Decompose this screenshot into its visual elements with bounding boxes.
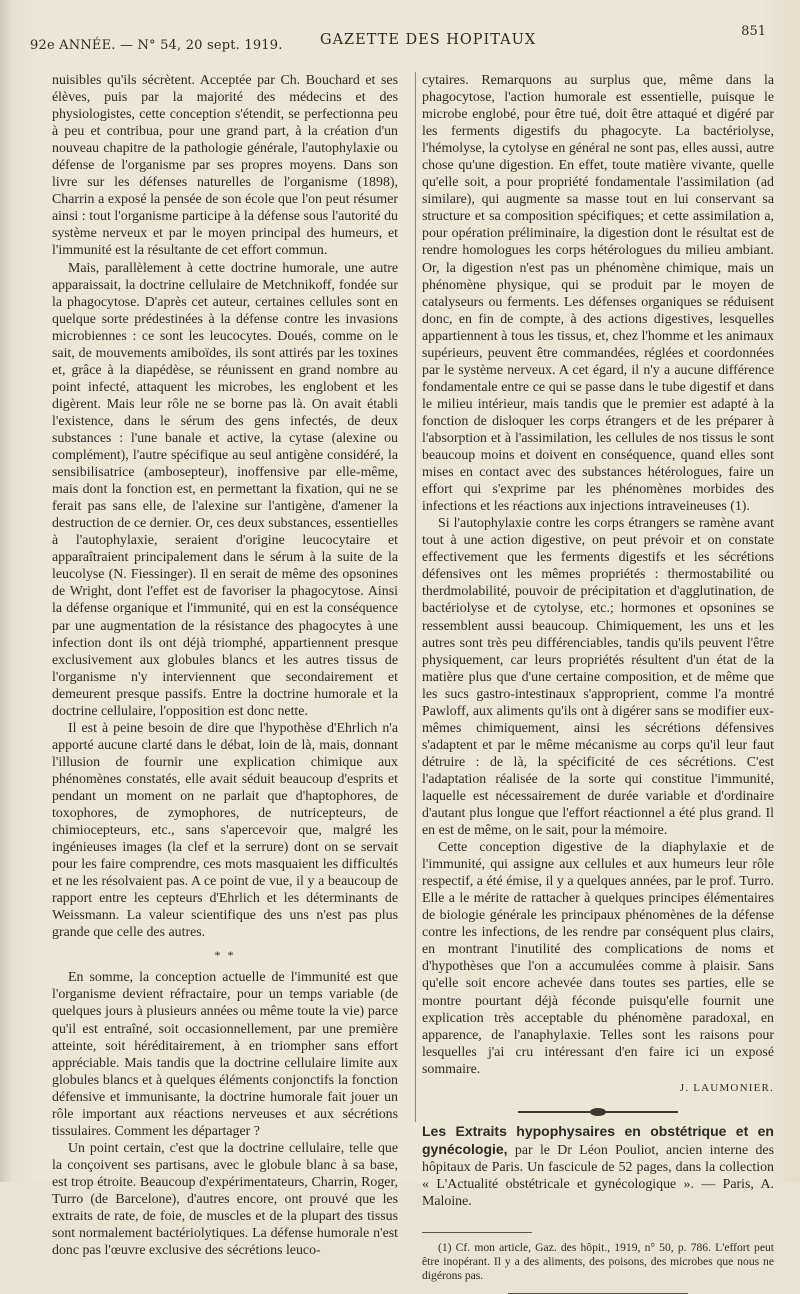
paragraph: cytaires. Remarquons au surplus que, même dans la phagocytose, l'action humorale est essentielle, puisque le microbe englobé, pour être tué, doit être attaqué et digéré par les ferments digestifs du phagocyte. La bactériolyse, l'hémolyse, la cytolyse en général ne sont pas, elles aussi, autre chose qu'une digestion. En effet, toute matière vivante, quelle qu'elle soit, a pour propriété fondamentale l'assimilation (ad similare), qui augmente sa masse tout en lui conservant sa structure et sa composition spécifiques; et cette assimilation a, pour opération préliminaire, la digestion dont le résultat est de rendre homologues les corps hétérologues du milieu ambiant. Or, la digestion n'est pas un phénomène chimique, mais un phénomène physique, qui se produit par le moyen de catalyseurs ou ferments. Les défenses organiques se réduisent donc, en fin de compte, à des actions digestives, lesquelles appartiennent à tous les tissus, et, chez l'homme et les animaux supérieurs, peuvent être commandées, réglées et coordonnées par le système nerveux. A cet égard, il n'y a aucune différence fondamentale entre ce qui se passe dans le tube digestif et dans le milieu intérieur, mais tandis que le premier est adapté à la fonction de disloquer les corps étrangers et de les préparer à l'absorption et à l'assimilation, les cellules de nos tissus le sont beaucoup moins et doivent en conséquence, quand elles sont mises en contact avec des substances hétérologues, faire un effort qui s'exprime par les phénomènes morbides des infections et les réactions aux injections intraveineuses (1). [422,73,774,515]
paragraph: Il est à peine besoin de dire que l'hypothèse d'Ehrlich n'a apporté aucune clarté dans le débat, loin de là, mais, donnant l'illusion de fournir une explication chimique aux phénomènes constatés, elle avait séduit beaucoup d'esprits et pendant un moment on ne parlait que d'haptophores, de toxophores, de zymophores, de nutricepteurs, de chimiocepteurs, etc., sans s'apercevoir que, malgré les ingénieuses images (la clef et la serrure) dont on se servait pour les faire comprendre, ces mots masquaient les difficultés et ne les résolvaient pas. A ce point de vue, il y a beaucoup de rapport entre les cepteurs d'Ehrlich et les déterminants de Weissmann. La valeur scientifique des uns n'est pas plus grande que celle des autres. [52,720,398,941]
footnote: (1) Cf. mon article, Gaz. des hôpit., 1919, n° 50, p. 786. L'effort peut être inopérant. Il y a des aliments, des poisons, des microbes que nous ne digérons pas. [422,1241,774,1283]
paragraph: Un point certain, c'est que la doctrine cellulaire, telle que la conçoivent ses partisans, avec le globule blanc à sa base, est trop étroite. Beaucoup d'expérimentateurs, Charrin, Roger, Turro (de Barcelone), d'autres encore, ont prouvé que les extraits de rate, de foie, de muscles et de la plupart des tissus sont normalement bactériolytiques. La défense humorale n'est donc pas l'œuvre exclusive des sécrétions leuco- [52,1140,398,1259]
footnote-rule [422,1232,532,1233]
paragraph: Cette conception digestive de la diaphylaxie et de l'immunité, qui assigne aux cellules et aux humeurs leur rôle respectif, a été émise, il y a quelques années, par le prof. Turro. Elle a le mérite de rattacher à quelques principes élémentaires de biologie générale les principaux phénomènes de la défense contre les infections, de les rendre par conséquent plus clairs, en montrant l'inutilité des complications de noms et d'hypothèses que l'on a accumulées comme à plaisir. Sans qu'elle soit encore achevée dans toutes ses parties, elle se montre pourtant déjà féconde puisqu'elle fournit une explication très acceptable du phénomène paradoxal, en apparence, de l'anaphylaxie. Telles sont les raisons pour lesquelles j'ai cru intéressant d'en faire ici un exposé sommaire. [422,840,774,1077]
right-column [422,72,774,1294]
ornamental-separator [518,1111,678,1113]
section-break-stars: * * [214,948,236,963]
review-title: Les Extraits hypophysaires en obstétrique et en gynécologie, [422,1122,774,1157]
paragraph: nuisibles qu'ils sécrètent. Acceptée par Ch. Bouchard et ses élèves, puis par la majorité des médecins et des physiologistes, cette conception s'étendit, se perfectionna peu à peu et contribua, pour une grand part, à la création d'un nouveau chapitre de la pathologie générale, l'autophylaxie ou défense de l'organisme par ses propres moyens. Dans son livre sur les défenses naturelles de l'organisme (1898), Charrin a exposé la pensée de son école que l'on peut résumer ainsi : tout l'organisme participe à la défense sous l'autorité du système nerveux et par le moyen principal des humeurs, et l'immunité est la résultante de cet effort commun. [52,73,398,259]
paragraph: Mais, parallèlement à cette doctrine humorale, une autre apparaissait, la doctrine cellulaire de Metchnikoff, fondée sur la phagocytose. D'après cet auteur, certaines cellules sont en quelque sorte prédestinées à la défense contre les invasions microbiennes : ce sont les leucocytes. Doués, comme on le sait, de mouvements amiboïdes, ils sont attirés par les toxines et, grâce à la diapédèse, se réunissent en grand nombre au point infecté, attaquent les microbes, les englobent et les digèrent. Mais leur rôle ne se borne pas là. On avait établi l'existence, dans le sérum des gens infectés, de deux substances : l'une banale et active, la cytase (alexine ou complément), l'autre spécifique au seul antigène considéré, la sensibilisatrice (ambosepteur), inoffensive par elle-même, mais dont la fonction est, en permettant la fixation, qui ne se ferait pas sans elle, de l'alexine sur l'antigène, d'amener la destruction de ce dernier. Or, ces deux substances, essentielles à l'autophylaxie, seraient d'origine leucocytaire et apparaîtraient principalement dans le sérum à la suite de la leucolyse (N. Fiessinger). Il en serait de même des opsonines de Wright, dont l'effet est de favoriser la phagocytose. Ainsi la défense organique et l'immunité, qui en est la conséquence par une augmentation de la résistance des phagocytes à une infection dont ils ont déjà triomphé, appartiennent presque exclusivement aux globules blancs et les autres tissus de l'organisme n'y interviennent que secondairement et demeurent presque passifs. Entre la doctrine humorale et la doctrine cellulaire, l'opposition est donc nette. [52,260,398,719]
book-review [422,1123,774,1210]
paragraph: En somme, la conception actuelle de l'immunité est que l'organisme devient réfractaire, pour un temps variable (de quelques jours à plusieurs années ou même toute la vie) parce qu'il est entraîné, soit occasionnellement, par une première atteinte, soit héréditairement, à en triompher sans effort appréciable. Mais tandis que la doctrine cellulaire limite aux globules blancs et à quelques éléments conjonctifs la fonction défensive et immunisante, la doctrine humorale fait jouer un rôle important aux réactions nerveuses et aux sécrétions tissulaires. Comment les départager ? [52,970,398,1139]
page-header [30,24,770,52]
journal-title: GAZETTE DES HOPITAUX [320,32,537,48]
paragraph: Si l'autophylaxie contre les corps étrangers se ramène avant tout à une action digestive, on peut prévoir et on constate effectivement que les ferments digestifs et les sécrétions défensives ont les mêmes propriétés : thermostabilité ou therdmolabilité, pouvoir de précipitation et d'agglutination, de bactériolyse et de cytolyse, etc.; hormones et opsonines se ressemblent aussi beaucoup. Chimiquement, les uns et les autres sont très peu différenciables, tandis qu'ils peuvent l'être physiquement, car leurs propriétés résultent d'un état de la matière plus que d'une certaine composition, et de même que les sucs gastro-intestinaux s'approprient, comme l'a montré Pawloff, aux aliments qu'ils ont à digérer sans se modifier eux-mêmes chimiquement, ainsi les sécrétions défensives s'adaptent et par le même mécanisme au corps qu'il leur faut détruire : de là, la spécificité de ces sécrétions. C'est l'adaptation réalisée de la sorte qui constitue l'immunité, laquelle est nécessairement de durée variable et d'ordinaire d'autant plus longue que l'effort réactionnel a été plus grand. Il en est de même, on le sait, pour la mémoire. [422,516,774,839]
issue-info: 92e ANNÉE. — N° 54, 20 sept. 1919. [30,38,283,53]
review-body: par le Dr Léon Pouliot, ancien interne des hôpitaux de Paris. Un fascicule de 52 pages, dans la collection « L'Actualité obstétricale et gynécologique ». — Paris, A. Maloine. [422,1142,774,1209]
left-column [52,72,398,1259]
page-number: 851 [741,24,766,39]
author-signature: J. LAUMONIER. [679,1081,774,1094]
column-divider [415,72,416,1122]
